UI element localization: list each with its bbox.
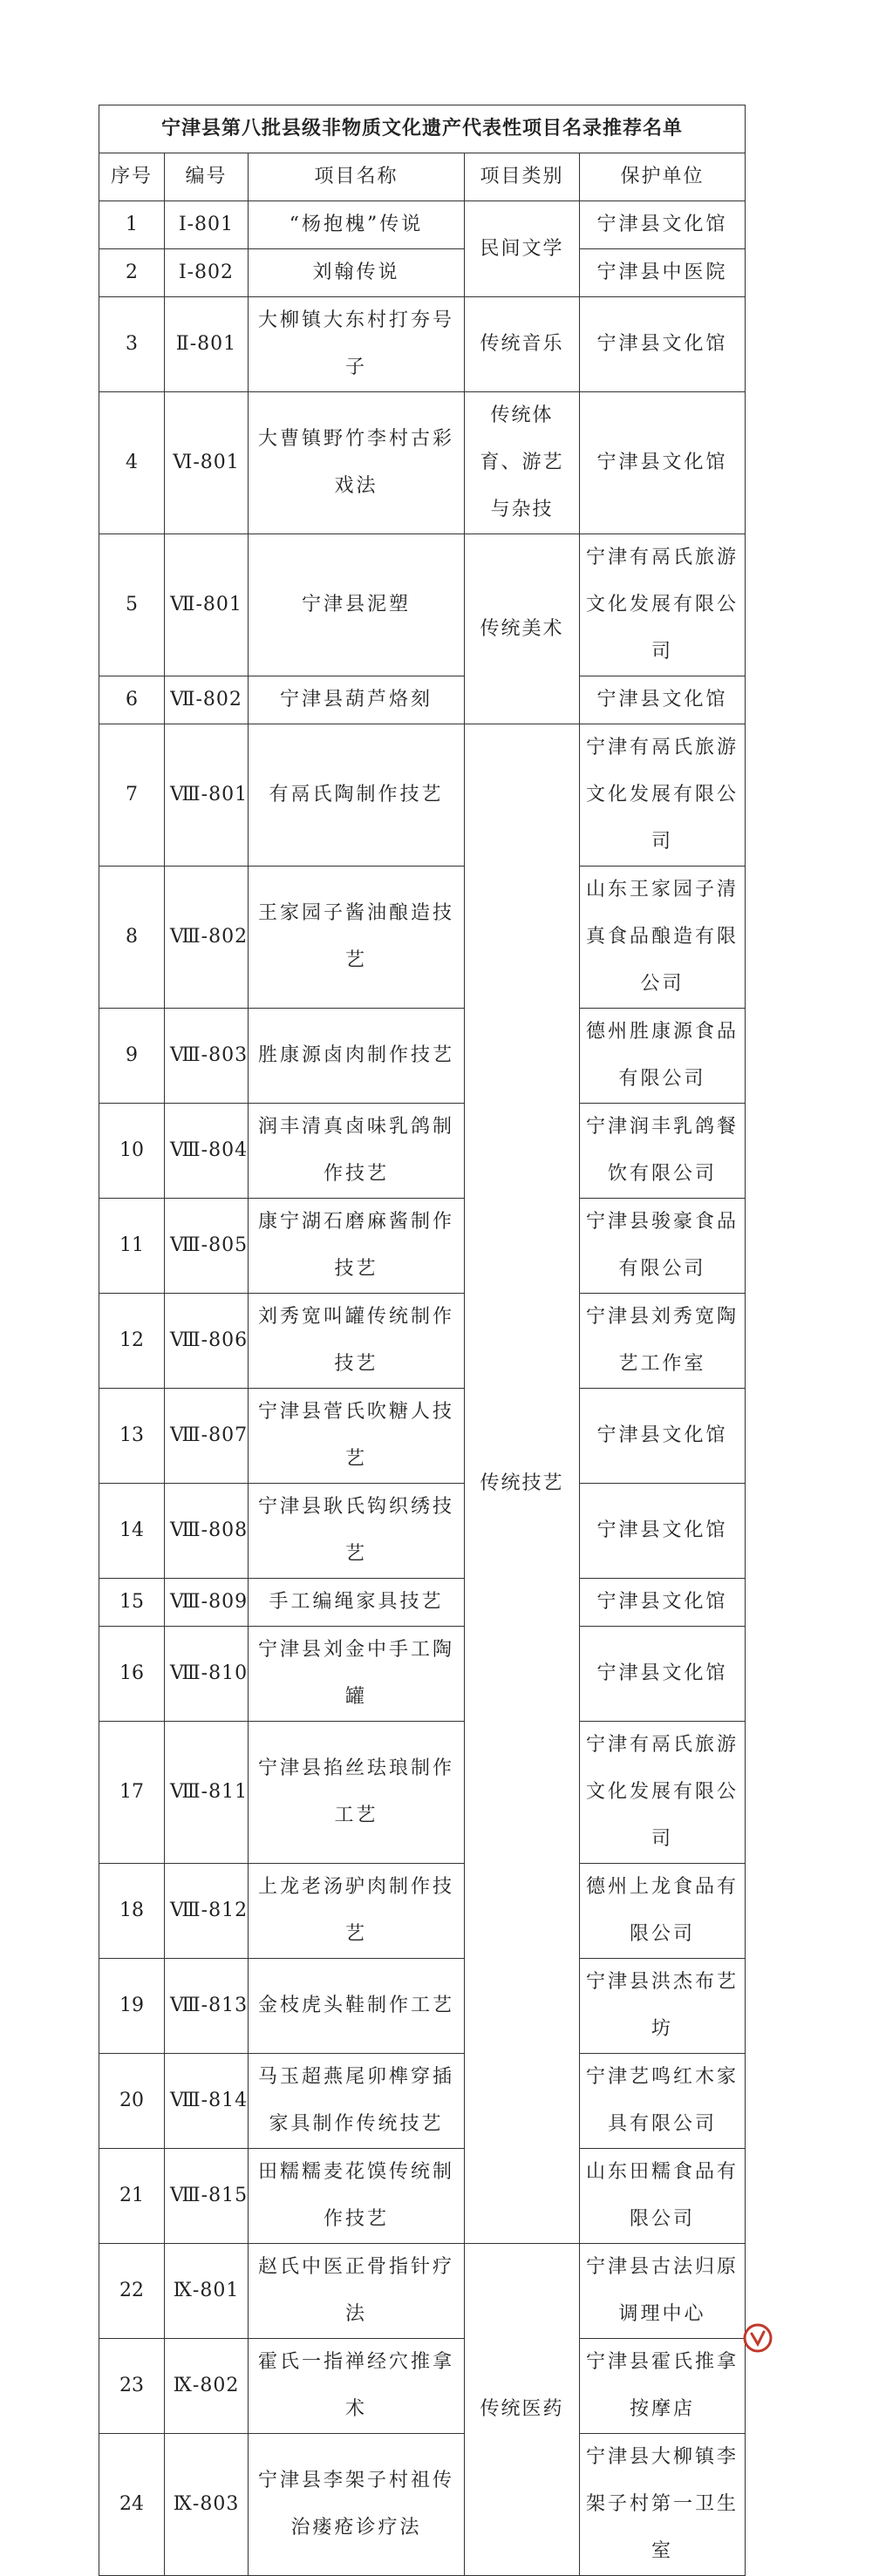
table-row <box>99 1009 746 1104</box>
table-row <box>99 2339 746 2434</box>
row-number: 19 <box>99 1959 165 2054</box>
table-row <box>99 676 746 724</box>
row-protection-unit: 山东田糯食品有限公司 <box>580 2149 746 2244</box>
row-protection-unit: 宁津县古法归原调理中心 <box>580 2244 746 2339</box>
row-protection-unit: 宁津县文化馆 <box>580 676 746 724</box>
row-protection-unit: 宁津县文化馆 <box>580 1484 746 1579</box>
row-project-name: 王家园子酱油酿造技艺 <box>249 867 465 1009</box>
row-project-name: 手工编绳家具技艺 <box>249 1579 465 1627</box>
row-number: 12 <box>99 1294 165 1389</box>
row-protection-unit: 宁津县中医院 <box>580 249 746 297</box>
table-row <box>99 392 746 534</box>
row-code: Ⅷ-808 <box>165 1484 249 1579</box>
row-protection-unit: 宁津有鬲氏旅游文化发展有限公司 <box>580 534 746 676</box>
row-project-name: 宁津县耿氏钩织绣技艺 <box>249 1484 465 1579</box>
row-project-name: 宁津县刘金中手工陶罐 <box>249 1627 465 1722</box>
row-code: Ⅷ-811 <box>165 1722 249 1864</box>
row-project-name: 润丰清真卤味乳鸽制作技艺 <box>249 1104 465 1199</box>
table-row <box>99 1627 746 1722</box>
row-protection-unit: 宁津有鬲氏旅游文化发展有限公司 <box>580 1722 746 1864</box>
row-code: Ⅱ-801 <box>165 297 249 392</box>
table-row <box>99 2434 746 2576</box>
row-project-name: 霍氏一指禅经穴推拿术 <box>249 2339 465 2434</box>
table-row <box>99 2244 746 2339</box>
row-code: Ⅷ-812 <box>165 1864 249 1959</box>
row-number: 4 <box>99 392 165 534</box>
row-code: Ⅶ-801 <box>165 534 249 676</box>
row-number: 10 <box>99 1104 165 1199</box>
row-protection-unit: 宁津有鬲氏旅游文化发展有限公司 <box>580 724 746 867</box>
table-row <box>99 867 746 1009</box>
row-number: 24 <box>99 2434 165 2576</box>
row-code: Ⅷ-804 <box>165 1104 249 1199</box>
row-category: 传统体育、游艺与杂技 <box>465 392 580 534</box>
row-protection-unit: 德州胜康源食品有限公司 <box>580 1009 746 1104</box>
table-row <box>99 1294 746 1389</box>
row-code: Ⅷ-807 <box>165 1389 249 1484</box>
row-protection-unit: 山东王家园子清真食品酿造有限公司 <box>580 867 746 1009</box>
row-project-name: 大柳镇大东村打夯号子 <box>249 297 465 392</box>
row-code: Ⅷ-802 <box>165 867 249 1009</box>
row-number: 21 <box>99 2149 165 2244</box>
row-protection-unit: 宁津艺鸣红木家具有限公司 <box>580 2054 746 2149</box>
row-protection-unit: 宁津县文化馆 <box>580 201 746 249</box>
row-project-name: 金枝虎头鞋制作工艺 <box>249 1959 465 2054</box>
table-row <box>99 1484 746 1579</box>
table-row <box>99 249 746 297</box>
row-code: Ⅸ-802 <box>165 2339 249 2434</box>
table-row <box>99 1959 746 2054</box>
row-project-name: 马玉超燕尾卯榫穿插家具制作传统技艺 <box>249 2054 465 2149</box>
row-project-name: 胜康源卤肉制作技艺 <box>249 1009 465 1104</box>
row-category: 传统技艺 <box>465 724 580 2244</box>
row-code: Ⅷ-809 <box>165 1579 249 1627</box>
red-seal-logo-icon <box>743 2323 773 2353</box>
row-code: Ⅸ-801 <box>165 2244 249 2339</box>
row-number: 8 <box>99 867 165 1009</box>
row-number: 17 <box>99 1722 165 1864</box>
row-category: 传统医药 <box>465 2244 580 2576</box>
row-number: 5 <box>99 534 165 676</box>
row-code: Ⅸ-803 <box>165 2434 249 2576</box>
row-project-name: 宁津县泥塑 <box>249 534 465 676</box>
row-protection-unit: 宁津县刘秀宽陶艺工作室 <box>580 1294 746 1389</box>
table-row <box>99 1722 746 1864</box>
row-number: 9 <box>99 1009 165 1104</box>
row-number: 14 <box>99 1484 165 1579</box>
row-code: Ⅷ-801 <box>165 724 249 867</box>
row-number: 22 <box>99 2244 165 2339</box>
row-code: Ⅷ-803 <box>165 1009 249 1104</box>
row-code: Ⅰ-802 <box>165 249 249 297</box>
table-row <box>99 1864 746 1959</box>
row-code: Ⅷ-810 <box>165 1627 249 1722</box>
table-header-row <box>99 153 746 201</box>
row-number: 7 <box>99 724 165 867</box>
table-row <box>99 201 746 249</box>
row-number: 23 <box>99 2339 165 2434</box>
row-code: Ⅰ-801 <box>165 201 249 249</box>
row-number: 6 <box>99 676 165 724</box>
row-protection-unit: 宁津县文化馆 <box>580 1389 746 1484</box>
row-protection-unit: 宁津润丰乳鸽餐饮有限公司 <box>580 1104 746 1199</box>
row-protection-unit: 德州上龙食品有限公司 <box>580 1864 746 1959</box>
row-code: Ⅷ-815 <box>165 2149 249 2244</box>
header-name: 项目名称 <box>249 153 465 201</box>
table-row <box>99 2054 746 2149</box>
table-row <box>99 1199 746 1294</box>
row-protection-unit: 宁津县文化馆 <box>580 392 746 534</box>
table-row <box>99 1389 746 1484</box>
table-row <box>99 2149 746 2244</box>
row-protection-unit: 宁津县霍氏推拿按摩店 <box>580 2339 746 2434</box>
table-row <box>99 1579 746 1627</box>
row-number: 11 <box>99 1199 165 1294</box>
row-project-name: “杨抱槐”传说 <box>249 201 465 249</box>
row-project-name: 田糯糯麦花馍传统制作技艺 <box>249 2149 465 2244</box>
row-project-name: 宁津县葫芦烙刻 <box>249 676 465 724</box>
row-number: 3 <box>99 297 165 392</box>
table-row <box>99 1104 746 1199</box>
row-project-name: 宁津县掐丝珐琅制作工艺 <box>249 1722 465 1864</box>
row-number: 16 <box>99 1627 165 1722</box>
table-body <box>99 201 746 2576</box>
row-protection-unit: 宁津县大柳镇李架子村第一卫生室 <box>580 2434 746 2576</box>
row-code: Ⅷ-814 <box>165 2054 249 2149</box>
table-row <box>99 534 746 676</box>
row-project-name: 宁津县菅氏吹糖人技艺 <box>249 1389 465 1484</box>
row-category: 传统美术 <box>465 534 580 724</box>
row-protection-unit: 宁津县骏豪食品有限公司 <box>580 1199 746 1294</box>
row-category: 传统音乐 <box>465 297 580 392</box>
nominee-list-table <box>99 105 746 2576</box>
row-number: 20 <box>99 2054 165 2149</box>
row-project-name: 刘翰传说 <box>249 249 465 297</box>
header-no: 序号 <box>99 153 165 201</box>
row-number: 1 <box>99 201 165 249</box>
row-code: Ⅵ-801 <box>165 392 249 534</box>
row-project-name: 赵氏中医正骨指针疗法 <box>249 2244 465 2339</box>
table-title: 宁津县第八批县级非物质文化遗产代表性项目名录推荐名单 <box>99 105 746 153</box>
row-category: 民间文学 <box>465 201 580 297</box>
row-project-name: 大曹镇野竹李村古彩戏法 <box>249 392 465 534</box>
row-project-name: 有鬲氏陶制作技艺 <box>249 724 465 867</box>
row-project-name: 刘秀宽叫罐传统制作技艺 <box>249 1294 465 1389</box>
row-number: 2 <box>99 249 165 297</box>
row-project-name: 康宁湖石磨麻酱制作技艺 <box>249 1199 465 1294</box>
table-row <box>99 297 746 392</box>
row-project-name: 上龙老汤驴肉制作技艺 <box>249 1864 465 1959</box>
row-protection-unit: 宁津县文化馆 <box>580 1627 746 1722</box>
header-unit: 保护单位 <box>580 153 746 201</box>
header-category: 项目类别 <box>465 153 580 201</box>
row-number: 18 <box>99 1864 165 1959</box>
row-number: 13 <box>99 1389 165 1484</box>
row-code: Ⅷ-813 <box>165 1959 249 2054</box>
row-protection-unit: 宁津县文化馆 <box>580 297 746 392</box>
row-project-name: 宁津县李架子村祖传治瘘疮诊疗法 <box>249 2434 465 2576</box>
row-protection-unit: 宁津县洪杰布艺坊 <box>580 1959 746 2054</box>
row-code: Ⅷ-806 <box>165 1294 249 1389</box>
table-row <box>99 724 746 867</box>
row-number: 15 <box>99 1579 165 1627</box>
row-protection-unit: 宁津县文化馆 <box>580 1579 746 1627</box>
header-code: 编号 <box>165 153 249 201</box>
row-code: Ⅶ-802 <box>165 676 249 724</box>
row-code: Ⅷ-805 <box>165 1199 249 1294</box>
